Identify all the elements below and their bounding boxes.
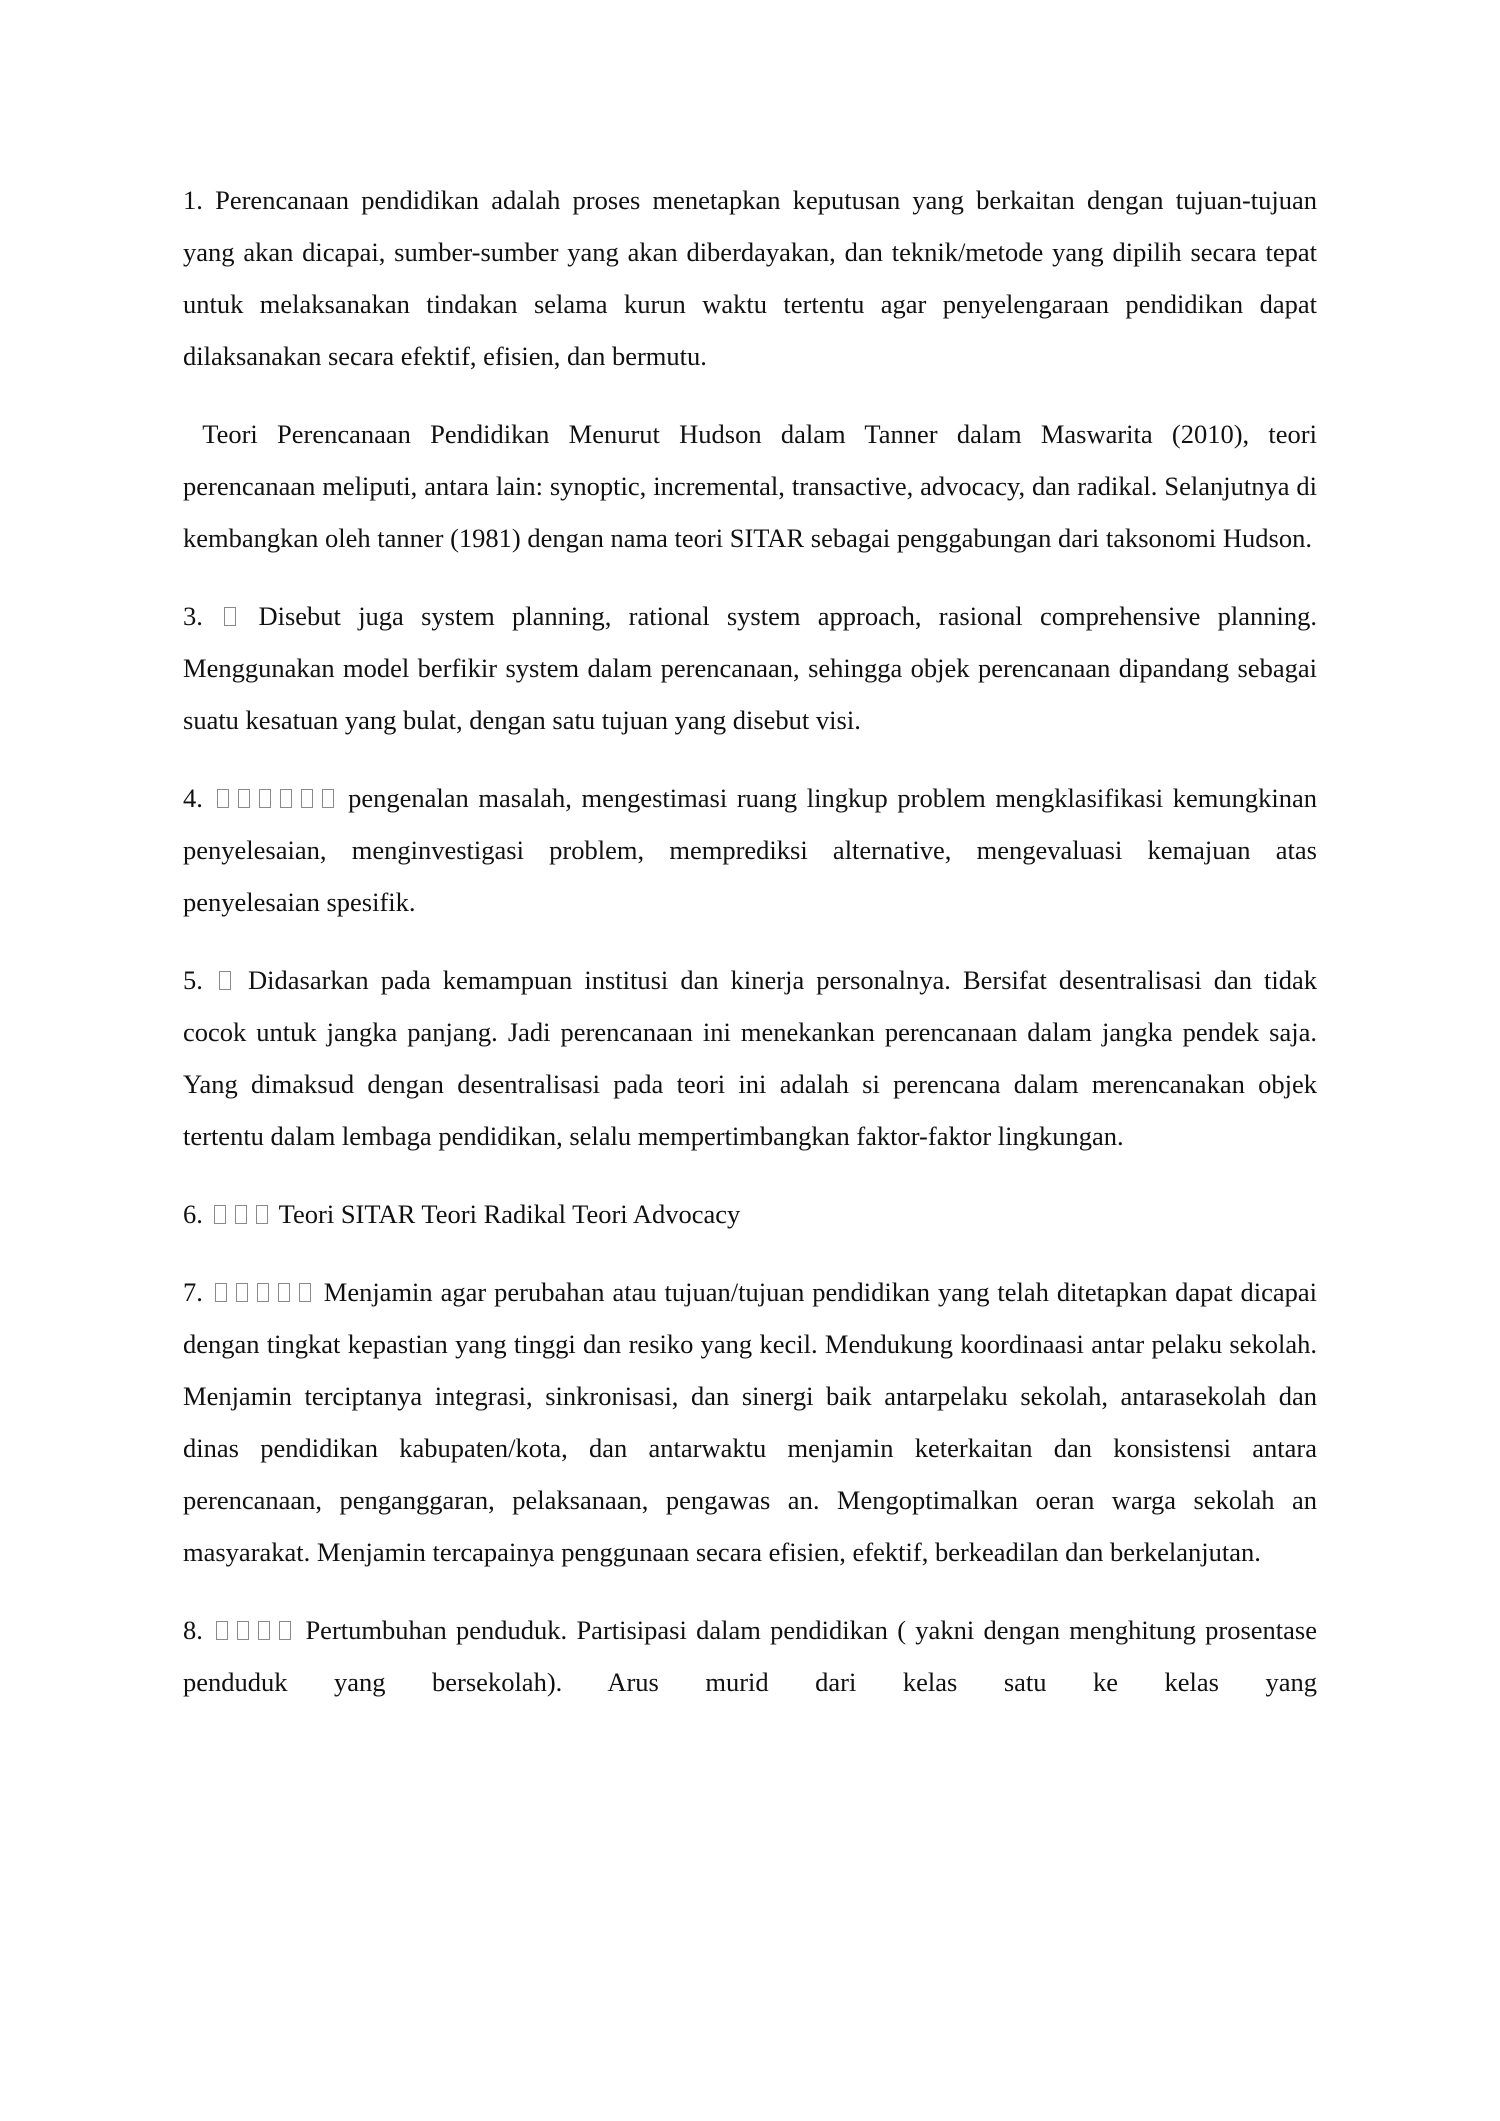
paragraph-text: Perencanaan pendidikan adalah proses menetapkan keputusan yang berkaitan dengan tujuan-tujuan yang akan dicapai, sumber-sumber yang akan diberdayakan, dan teknik/metode yang dipilih secara tepat untuk melaksanakan tindakan selama kurun waktu tertentu agar penyelengaraan pendidikan dapat dilaksanakan secara efektif, efisien, dan bermutu. xyxy=(183,185,1318,371)
missing-glyph-icon xyxy=(299,1283,311,1302)
missing-glyph-group xyxy=(213,783,349,813)
missing-glyph-icon xyxy=(217,789,229,808)
paragraph-text: Disebut juga system planning, rational system approach, rasional comprehensive planning. Menggunakan model berfikir system dalam perencanaan, sehingga objek perencanaan dipandang sebagai suatu kesatuan yang bulat, dengan satu tujuan yang disebut visi. xyxy=(183,601,1318,735)
missing-glyph-icon xyxy=(301,789,313,808)
paragraph-6 xyxy=(183,1188,1317,1240)
paragraph-1 xyxy=(183,174,1317,382)
paragraph-text: Teori Perencanaan Pendidikan Menurut Hudson dalam Tanner dalam Maswarita (2010), teori perencanaan meliputi, antara lain: synoptic, incremental, transactive, advocacy, dan radikal. Selanjutnya di kembangkan oleh tanner (1981) dengan nama teori SITAR sebagai penggabungan dari taksonomi Hudson. xyxy=(183,419,1317,553)
missing-glyph-icon xyxy=(238,789,250,808)
paragraph-8 xyxy=(183,1604,1317,1708)
paragraph-2 xyxy=(183,408,1317,564)
missing-glyph-icon xyxy=(256,1205,268,1224)
missing-glyph-icon xyxy=(219,971,231,990)
missing-glyph-icon xyxy=(214,1205,226,1224)
paragraph-number: 8. xyxy=(183,1615,203,1645)
missing-glyph-group xyxy=(210,1199,279,1229)
paragraph-number: 7. xyxy=(183,1277,203,1307)
paragraph-number: 1. xyxy=(183,185,203,215)
missing-glyph-icon xyxy=(236,1283,248,1302)
paragraph-5 xyxy=(183,954,1317,1162)
missing-glyph-icon xyxy=(215,1283,227,1302)
document-page xyxy=(183,174,1317,1734)
missing-glyph-icon xyxy=(216,1621,228,1640)
paragraph-4 xyxy=(183,772,1317,928)
missing-glyph-group xyxy=(215,965,248,995)
paragraph-number: 4. xyxy=(183,783,203,813)
paragraph-text: Pertumbuhan penduduk. Partisipasi dalam pendidikan ( yakni dengan menghitung prosentase penduduk yang bersekolah). Arus murid dari kelas satu ke kelas yang xyxy=(183,1615,1317,1697)
paragraph-number: 6. xyxy=(183,1199,203,1229)
missing-glyph-icon xyxy=(235,1205,247,1224)
missing-glyph-icon xyxy=(278,1283,290,1302)
missing-glyph-icon xyxy=(224,607,236,626)
missing-glyph-icon xyxy=(237,1621,249,1640)
missing-glyph-icon xyxy=(322,789,334,808)
paragraph-text: Menjamin agar perubahan atau tujuan/tujuan pendidikan yang telah ditetapkan dapat dicapai dengan tingkat kepastian yang tinggi dan resiko yang kecil. Mendukung koordinaasi antar pelaku sekolah. Menjamin terciptanya integrasi, sinkronisasi, dan sinergi baik antarpelaku sekolah, antarasekolah dan dinas pendidikan kabupaten/kota, dan antarwaktu menjamin keterkaitan dan konsistensi antara perencanaan, penganggaran, pelaksanaan, pengawas an. Mengoptimalkan oeran warga sekolah an masyarakat. Menjamin tercapainya penggunaan secara efisien, efektif, berkeadilan dan berkelanjutan. xyxy=(183,1277,1317,1567)
missing-glyph-icon xyxy=(257,1283,269,1302)
missing-glyph-group xyxy=(211,1277,324,1307)
paragraph-number: 3. xyxy=(183,601,203,631)
missing-glyph-icon xyxy=(259,789,271,808)
paragraph-text: Teori SITAR Teori Radikal Teori Advocacy xyxy=(278,1199,741,1229)
missing-glyph-icon xyxy=(258,1621,270,1640)
paragraph-text: Didasarkan pada kemampuan institusi dan kinerja personalnya. Bersifat desentralisasi dan tidak cocok untuk jangka panjang. Jadi perencanaan ini menekankan perencanaan dalam jangka pendek saja. Yang dimaksud dengan desentralisasi pada teori ini adalah si perencana dalam merencanakan objek tertentu dalam lembaga pendidikan, selalu mempertimbangkan faktor-faktor lingkungan. xyxy=(183,965,1318,1151)
paragraph-7 xyxy=(183,1266,1317,1578)
paragraph-text: pengenalan masalah, mengestimasi ruang lingkup problem mengklasifikasi kemungkinan penyelesaian, menginvestigasi problem, memprediksi alternative, mengevaluasi kemajuan atas penyelesaian spesifik. xyxy=(183,783,1317,917)
missing-glyph-group xyxy=(220,601,258,631)
paragraph-3 xyxy=(183,590,1317,746)
missing-glyph-icon xyxy=(280,789,292,808)
paragraph-number: 5. xyxy=(183,965,203,995)
missing-glyph-icon xyxy=(279,1621,291,1640)
missing-glyph-group xyxy=(212,1615,305,1645)
